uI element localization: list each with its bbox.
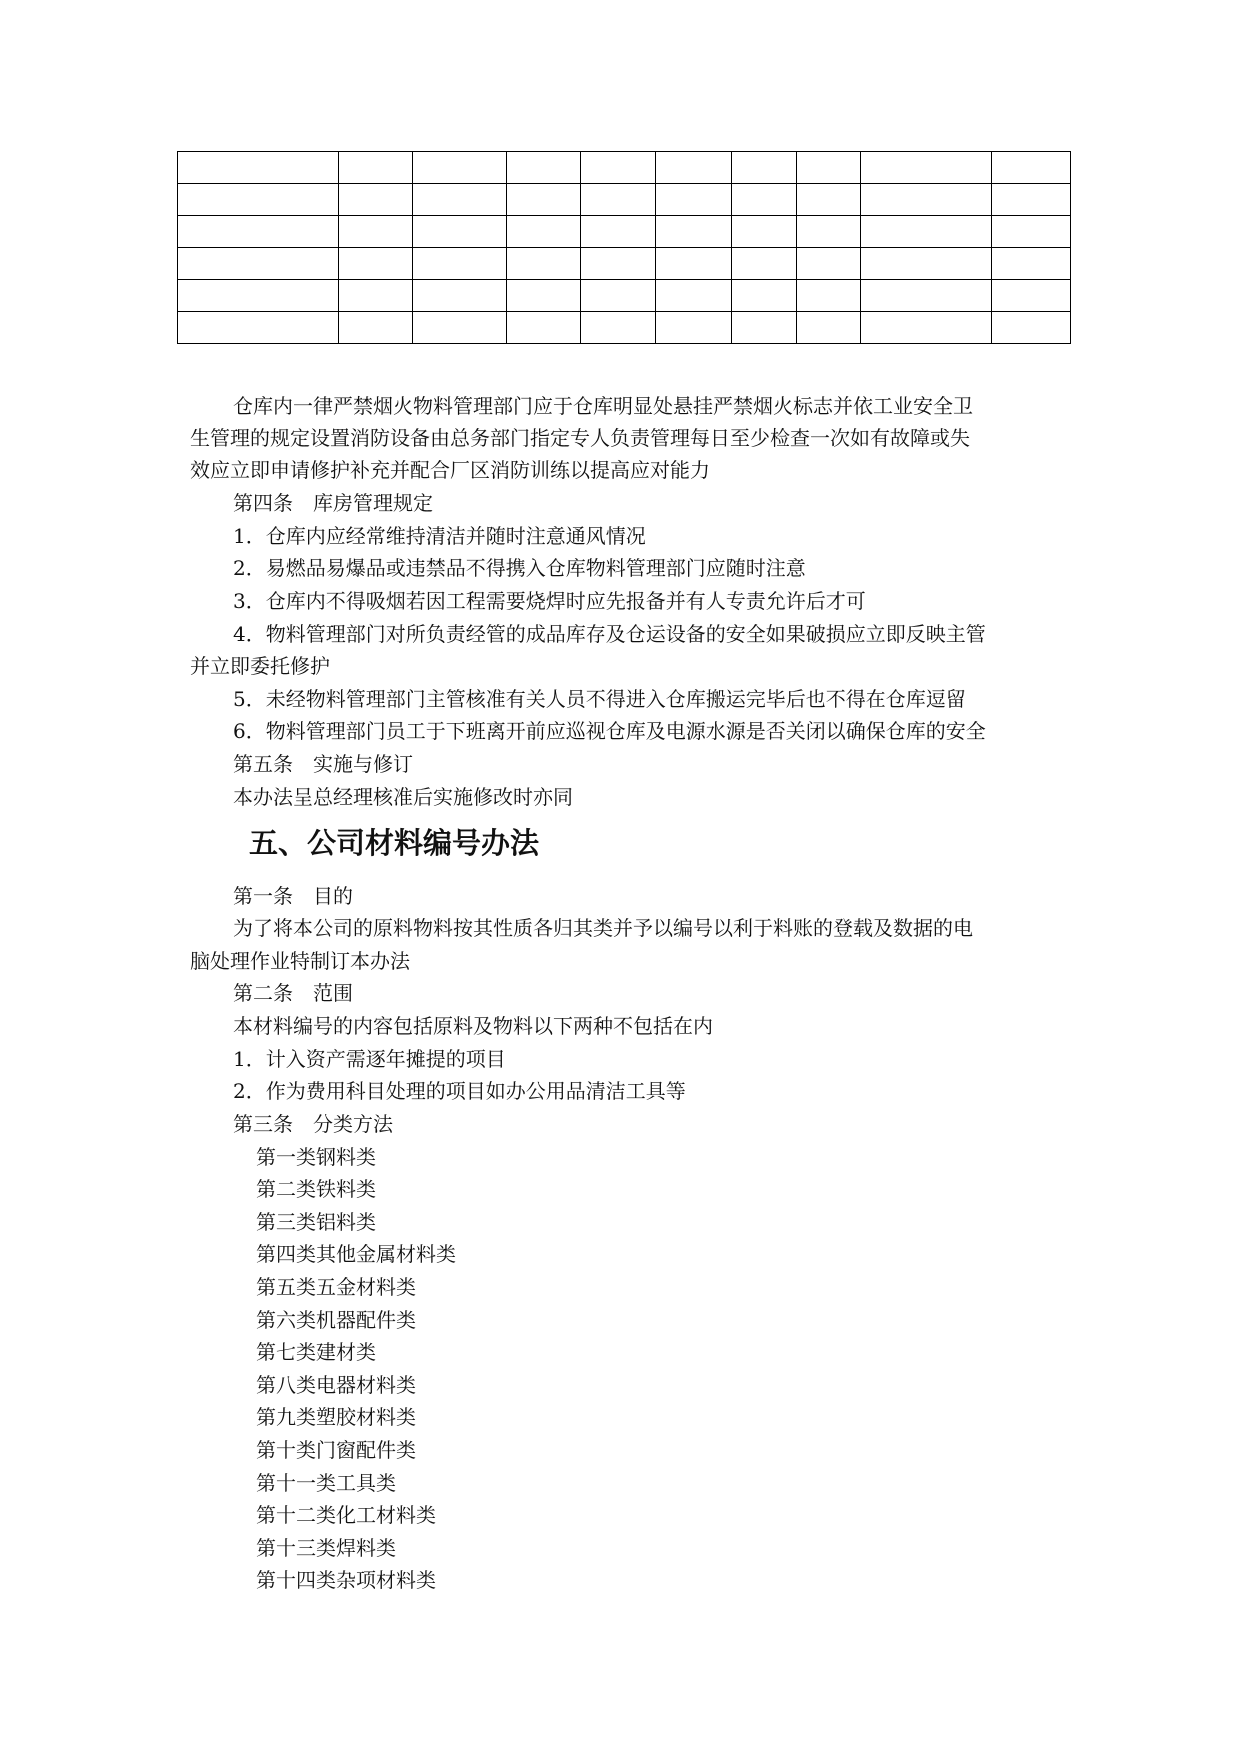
table-cell bbox=[797, 184, 861, 216]
paragraph-line: 仓库内一律严禁烟火物料管理部门应于仓库明显处悬挂严禁烟火标志并依工业安全卫 bbox=[233, 394, 973, 418]
category-item: 第十类门窗配件类 bbox=[256, 1438, 416, 1462]
table-cell bbox=[507, 216, 581, 248]
blank-table bbox=[177, 151, 1071, 344]
table-row bbox=[178, 216, 1071, 248]
table-cell bbox=[339, 280, 413, 312]
list-item: 3．仓库内不得吸烟若因工程需要烧焊时应先报备并有人专责允许后才可 bbox=[233, 589, 866, 613]
table-cell bbox=[861, 184, 992, 216]
list-item: 2．作为费用科目处理的项目如办公用品清洁工具等 bbox=[233, 1079, 686, 1103]
paragraph-line: 脑处理作业特制订本办法 bbox=[190, 949, 410, 973]
table-cell bbox=[581, 248, 656, 280]
article-title: 第四条 库房管理规定 bbox=[233, 491, 433, 515]
table-cell bbox=[581, 280, 656, 312]
table-cell bbox=[861, 216, 992, 248]
table-cell bbox=[732, 312, 797, 344]
table-cell bbox=[178, 248, 339, 280]
paragraph-line: 效应立即申请修护补充并配合厂区消防训练以提高应对能力 bbox=[190, 458, 710, 482]
table-cell bbox=[656, 248, 732, 280]
table-cell bbox=[656, 152, 732, 184]
list-item: 4．物料管理部门对所负责经管的成品库存及仓运设备的安全如果破损应立即反映主管 bbox=[233, 622, 986, 646]
paragraph-line: 为了将本公司的原料物料按其性质各归其类并予以编号以利于料账的登载及数据的电 bbox=[233, 916, 973, 940]
category-item: 第五类五金材料类 bbox=[256, 1275, 416, 1299]
table-cell bbox=[656, 216, 732, 248]
table-cell bbox=[656, 312, 732, 344]
list-item-continuation: 并立即委托修护 bbox=[190, 654, 330, 678]
category-item: 第六类机器配件类 bbox=[256, 1308, 416, 1332]
table-cell bbox=[339, 248, 413, 280]
table-cell bbox=[797, 216, 861, 248]
table-cell bbox=[732, 248, 797, 280]
category-item: 第四类其他金属材料类 bbox=[256, 1242, 456, 1266]
table-cell bbox=[797, 248, 861, 280]
table-cell bbox=[413, 280, 507, 312]
table-cell bbox=[732, 216, 797, 248]
table-cell bbox=[861, 248, 992, 280]
table-cell bbox=[656, 184, 732, 216]
table-cell bbox=[861, 152, 992, 184]
table-cell bbox=[581, 312, 656, 344]
table-cell bbox=[992, 184, 1071, 216]
table-cell bbox=[507, 152, 581, 184]
table-cell bbox=[339, 184, 413, 216]
table-cell bbox=[992, 152, 1071, 184]
table-cell bbox=[507, 280, 581, 312]
table-cell bbox=[339, 312, 413, 344]
category-item: 第十四类杂项材料类 bbox=[256, 1568, 436, 1592]
article-title: 第二条 范围 bbox=[233, 981, 353, 1005]
table-cell bbox=[581, 152, 656, 184]
table-cell bbox=[992, 280, 1071, 312]
table-cell bbox=[992, 312, 1071, 344]
category-item: 第七类建材类 bbox=[256, 1340, 376, 1364]
category-item: 第一类钢料类 bbox=[256, 1145, 376, 1169]
paragraph-line: 生管理的规定设置消防设备由总务部门指定专人负责管理每日至少检查一次如有故障或失 bbox=[190, 426, 970, 450]
table-cell bbox=[507, 312, 581, 344]
category-item: 第二类铁料类 bbox=[256, 1177, 376, 1201]
table-cell bbox=[861, 312, 992, 344]
table-cell bbox=[797, 312, 861, 344]
category-item: 第十二类化工材料类 bbox=[256, 1503, 436, 1527]
category-item: 第十三类焊料类 bbox=[256, 1536, 396, 1560]
table-cell bbox=[507, 248, 581, 280]
table-row bbox=[178, 280, 1071, 312]
category-item: 第十一类工具类 bbox=[256, 1471, 396, 1495]
table-cell bbox=[178, 152, 339, 184]
table-cell bbox=[861, 280, 992, 312]
table-cell bbox=[178, 216, 339, 248]
table-cell bbox=[413, 216, 507, 248]
table-cell bbox=[413, 152, 507, 184]
table-row bbox=[178, 184, 1071, 216]
table-cell bbox=[413, 312, 507, 344]
table-cell bbox=[732, 152, 797, 184]
table-cell bbox=[992, 216, 1071, 248]
table-cell bbox=[992, 248, 1071, 280]
list-item: 1．计入资产需逐年摊提的项目 bbox=[233, 1047, 506, 1071]
table-cell bbox=[732, 184, 797, 216]
table-row bbox=[178, 152, 1071, 184]
category-item: 第三类铝料类 bbox=[256, 1210, 376, 1234]
list-item: 2．易燃品易爆品或违禁品不得携入仓库物料管理部门应随时注意 bbox=[233, 556, 806, 580]
list-item: 5．未经物料管理部门主管核准有关人员不得进入仓库搬运完毕后也不得在仓库逗留 bbox=[233, 687, 966, 711]
table-cell bbox=[413, 184, 507, 216]
table-row bbox=[178, 248, 1071, 280]
table-cell bbox=[507, 184, 581, 216]
article-title: 第三条 分类方法 bbox=[233, 1112, 393, 1136]
paragraph-line: 本材料编号的内容包括原料及物料以下两种不包括在内 bbox=[233, 1014, 713, 1038]
article-title: 第一条 目的 bbox=[233, 884, 353, 908]
section-heading: 五、公司材料编号办法 bbox=[249, 826, 540, 860]
table-cell bbox=[413, 248, 507, 280]
table-cell bbox=[732, 280, 797, 312]
table-cell bbox=[581, 184, 656, 216]
table-cell bbox=[178, 280, 339, 312]
table-cell bbox=[797, 280, 861, 312]
table-cell bbox=[656, 280, 732, 312]
table-cell bbox=[178, 312, 339, 344]
table-cell bbox=[339, 152, 413, 184]
category-item: 第九类塑胶材料类 bbox=[256, 1405, 416, 1429]
table-cell bbox=[581, 216, 656, 248]
article-title: 第五条 实施与修订 bbox=[233, 752, 413, 776]
list-item: 1．仓库内应经常维持清洁并随时注意通风情况 bbox=[233, 524, 646, 548]
table-cell bbox=[797, 152, 861, 184]
list-item: 6．物料管理部门员工于下班离开前应巡视仓库及电源水源是否关闭以确保仓库的安全 bbox=[233, 719, 986, 743]
table-row bbox=[178, 312, 1071, 344]
table-cell bbox=[178, 184, 339, 216]
table-cell bbox=[339, 216, 413, 248]
paragraph-line: 本办法呈总经理核准后实施修改时亦同 bbox=[233, 785, 573, 809]
category-item: 第八类电器材料类 bbox=[256, 1373, 416, 1397]
